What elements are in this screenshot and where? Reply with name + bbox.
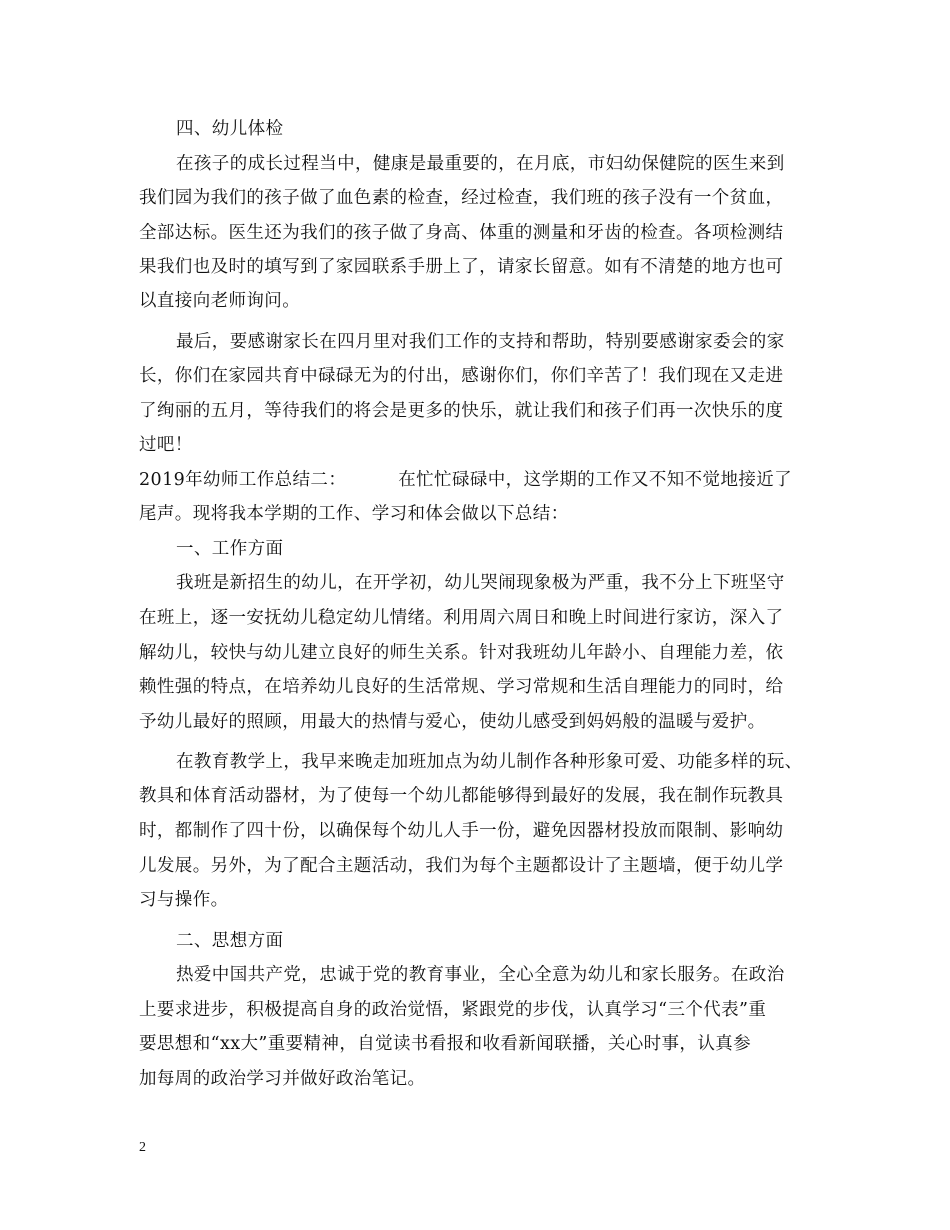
paragraph-line: 在班上，逐一安抚幼儿稳定幼儿情绪。利用周六周日和晚上时间进行家访，深入了 (139, 608, 784, 628)
section-intro: 在忙忙碌碌中，这学期的工作又不知不觉地接近了 (398, 470, 793, 490)
heading-physical-exam: 四、幼儿体检 (176, 119, 284, 139)
paragraph-line: 儿发展。另外，为了配合主题活动，我们为每个主题都设计了主题墙，便于幼儿学 (139, 856, 784, 876)
paragraph-line: 热爱中国共产党，忠诚于党的教育事业，全心全意为幼儿和家长服务。在政治 (176, 965, 785, 985)
paragraph-line: 在教育教学上，我早来晚走加班加点为幼儿制作各种形象可爱、功能多样的玩、 (176, 752, 803, 772)
paragraph-line: 尾声。现将我本学期的工作、学习和体会做以下总结： (139, 504, 569, 524)
heading-work-aspect: 一、工作方面 (176, 539, 284, 559)
paragraph-line: 教具和体育活动器材，为了使每一个幼儿都能够得到最好的发展，我在制作玩教具 (139, 786, 784, 806)
paragraph-line: 加每周的政治学习并做好政治笔记。 (139, 1069, 426, 1089)
section-title-line (139, 469, 792, 491)
paragraph-line: 我们园为我们的孩子做了血色素的检查，经过检查，我们班的孩子没有一个贫血， (139, 188, 784, 208)
paragraph-line: 时，都制作了四十份，以确保每个幼儿人手一份，避免因器材投放而限制、影响幼 (139, 821, 784, 841)
paragraph-line: 长，你们在家园共育中碌碌无为的付出，感谢你们，你们辛苦了！我们现在又走进 (139, 366, 784, 386)
section-title: 2019年幼师工作总结二： (139, 470, 347, 490)
page-number: 2 (139, 1140, 146, 1155)
paragraph-line: 全部达标。医生还为我们的孩子做了身高、体重的测量和牙齿的检查。各项检测结 (139, 223, 784, 243)
paragraph-line: 了绚丽的五月，等待我们的将会是更多的快乐，就让我们和孩子们再一次快乐的度 (139, 401, 784, 421)
heading-thought-aspect: 二、思想方面 (176, 931, 284, 951)
paragraph-line: 在孩子的成长过程当中，健康是最重要的，在月底，市妇幼保健院的医生来到 (176, 154, 785, 174)
paragraph-line: 要思想和“xx大”重要精神，自觉读书看报和收看新闻联播，关心时事，认真参 (139, 1034, 752, 1054)
paragraph-line: 予幼儿最好的照顾，用最大的热情与爱心，使幼儿感受到妈妈般的温暖与爱护。 (139, 712, 766, 732)
paragraph-line: 解幼儿，较快与幼儿建立良好的师生关系。针对我班幼儿年龄小、自理能力差，依 (139, 643, 784, 663)
paragraph-line: 我班是新招生的幼儿，在开学初，幼儿哭闹现象极为严重，我不分上下班坚守 (176, 573, 785, 593)
paragraph-line: 习与操作。 (139, 890, 229, 910)
paragraph-line: 过吧！ (139, 435, 193, 455)
paragraph-line: 以直接向老师询问。 (139, 291, 301, 311)
paragraph-line: 最后，要感谢家长在四月里对我们工作的支持和帮助，特别要感谢家委会的家 (176, 332, 785, 352)
paragraph-line: 赖性强的特点，在培养幼儿良好的生活常规、学习常规和生活自理能力的同时，给 (139, 677, 784, 697)
paragraph-line: 果我们也及时的填写到了家园联系手册上了，请家长留意。如有不清楚的地方也可 (139, 257, 784, 277)
paragraph-line: 上要求进步，积极提高自身的政治觉悟，紧跟党的步伐，认真学习“三个代表”重 (139, 1000, 767, 1020)
